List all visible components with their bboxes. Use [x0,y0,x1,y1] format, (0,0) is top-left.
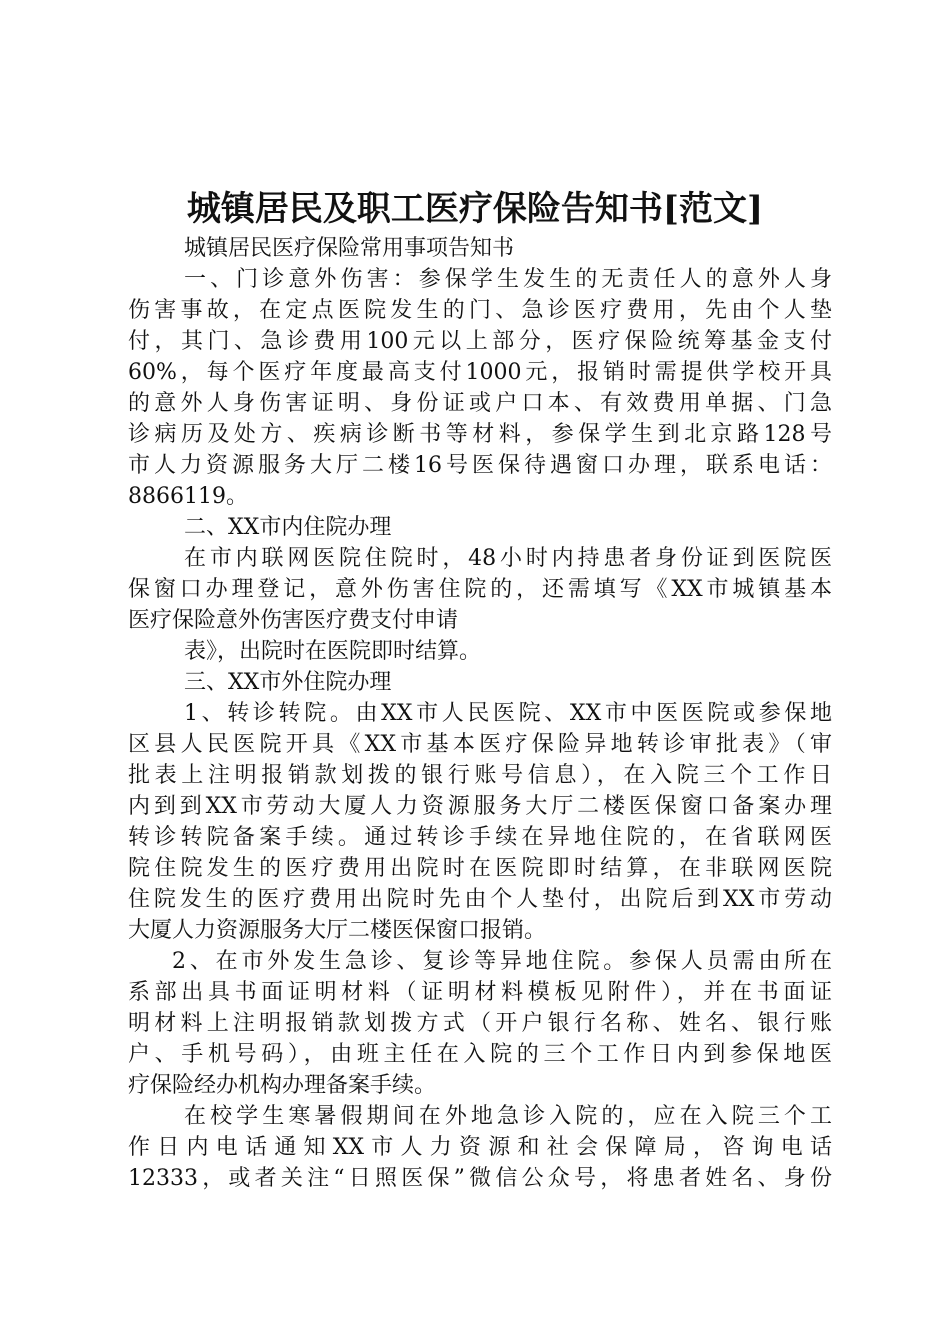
paragraph-line: 的意外人身伤害证明、身份证或户口本、有效费用单据、门急 [128,391,832,416]
paragraph-line: 医疗保险意外伤害医疗费支付申请 [128,608,459,633]
paragraph-line: 在市内联网医院住院时，48小时内持患者身份证到医院医 [184,546,832,571]
paragraph-line: 疗保险经办机构办理备案手续。 [128,1073,437,1098]
paragraph-line: 1、转诊转院。由XX市人民医院、XX市中医医院或参保地 [184,701,832,726]
paragraph-line: 批表上注明报销款划拨的银行账号信息），在入院三个工作日 [128,763,832,788]
paragraph-line: 保窗口办理登记，意外伤害住院的，还需填写《XX市城镇基本 [128,577,832,602]
subtitle-line: 城镇居民医疗保险常用事项告知书 [184,236,515,261]
document-body [128,233,832,1194]
paragraph-line: 住院发生的医疗费用出院时先由个人垫付，出院后到XX市劳动 [128,887,832,912]
paragraph-line: 转诊转院备案手续。通过转诊手续在异地住院的，在省联网医 [128,825,832,850]
paragraph-line: 作日内电话通知XX市人力资源和社会保障局，咨询电话 [128,1135,832,1160]
section-heading: 三、XX市外住院办理 [184,670,392,695]
section-heading: 二、XX市内住院办理 [184,515,392,540]
paragraph-line: 大厦人力资源服务大厅二楼医保窗口报销。 [128,918,547,943]
paragraph-line: 付，其门、急诊费用100元以上部分，医疗保险统筹基金支付 [128,329,832,354]
paragraph-line: 市人力资源服务大厅二楼16号医保待遇窗口办理，联系电话： [128,453,832,478]
paragraph-line: 区县人民医院开具《XX市基本医疗保险异地转诊审批表》（审 [128,732,832,757]
paragraph-line: 表》，出院时在医院即时结算。 [184,639,482,664]
paragraph-line: 内到到XX市劳动大厦人力资源服务大厅二楼医保窗口备案办理 [128,794,832,819]
paragraph-line: 12333，或者关注“日照医保”微信公众号，将患者姓名、身份 [128,1166,832,1191]
paragraph-line: 院住院发生的医疗费用出院时在医院即时结算，在非联网医院 [128,856,832,881]
paragraph-line: 8866119。 [128,484,248,509]
paragraph-line: 诊病历及处方、疾病诊断书等材料，参保学生到北京路128号 [128,422,832,447]
paragraph-line: 伤害事故，在定点医院发生的门、急诊医疗费用，先由个人垫 [128,298,832,323]
paragraph-line: 明材料上注明报销款划拨方式（开户银行名称、姓名、银行账 [128,1011,832,1036]
document-title: 城镇居民及职工医疗保险告知书[范文] [186,189,764,229]
paragraph-line: 户、手机号码），由班主任在入院的三个工作日内到参保地医 [128,1042,832,1067]
paragraph-line: 一、门诊意外伤害：参保学生发生的无责任人的意外人身 [184,267,832,292]
paragraph-line: 在校学生寒暑假期间在外地急诊入院的，应在入院三个工 [184,1104,832,1129]
paragraph-line: 60%，每个医疗年度最高支付1000元，报销时需提供学校开具 [128,360,832,385]
paragraph-line: 2、在市外发生急诊、复诊等异地住院。参保人员需由所在 [172,949,832,974]
paragraph-line: 系部出具书面证明材料（证明材料模板见附件），并在书面证 [128,980,832,1005]
